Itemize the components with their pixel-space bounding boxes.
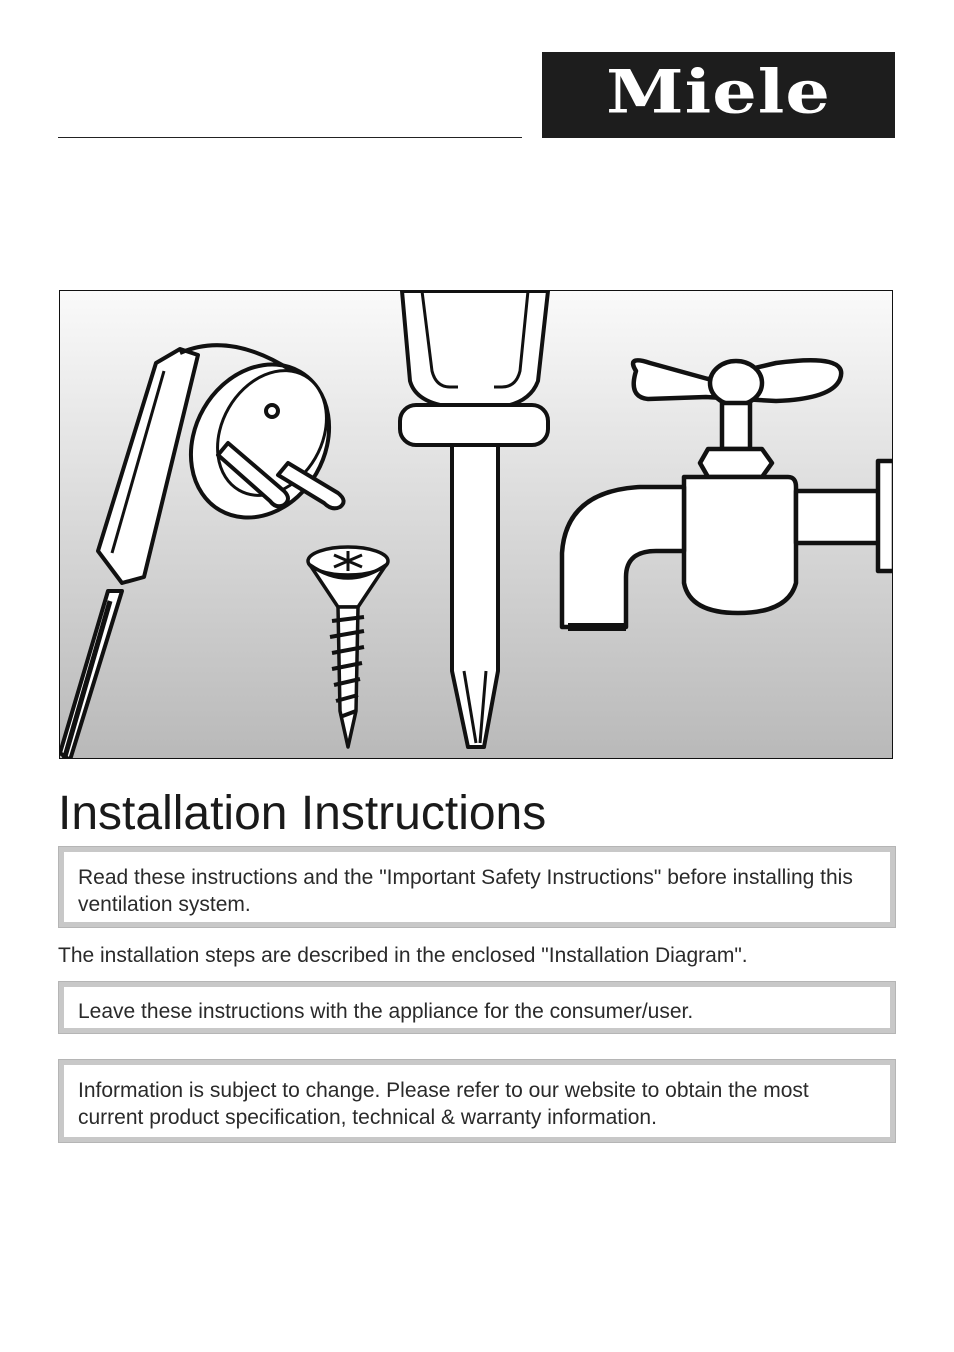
water-tap-icon xyxy=(562,360,893,627)
change-notice-text: Information is subject to change. Please refer to our website to obtain the most current product specification, technical & warranty information. xyxy=(78,1079,809,1129)
screwdriver-icon xyxy=(400,291,548,747)
safety-notice-text: Read these instructions and the "Important Safety Instructions" before installing this ventilation system. xyxy=(78,866,853,916)
installation-steps-text: The installation steps are described in the enclosed "Installation Diagram". xyxy=(58,944,748,967)
leave-instructions-box xyxy=(58,981,896,1034)
miele-logo xyxy=(542,52,895,138)
change-notice-box xyxy=(58,1059,896,1143)
safety-notice-box xyxy=(58,846,896,928)
leave-instructions-text: Leave these instructions with the appliance for the consumer/user. xyxy=(78,1000,694,1023)
screw-icon xyxy=(308,547,388,747)
tools-illustration xyxy=(59,290,893,759)
header-rule xyxy=(58,137,522,138)
logo-wordmark: Miele xyxy=(606,56,831,127)
power-plug-icon xyxy=(60,339,356,759)
page-title: Installation Instructions xyxy=(58,787,547,840)
